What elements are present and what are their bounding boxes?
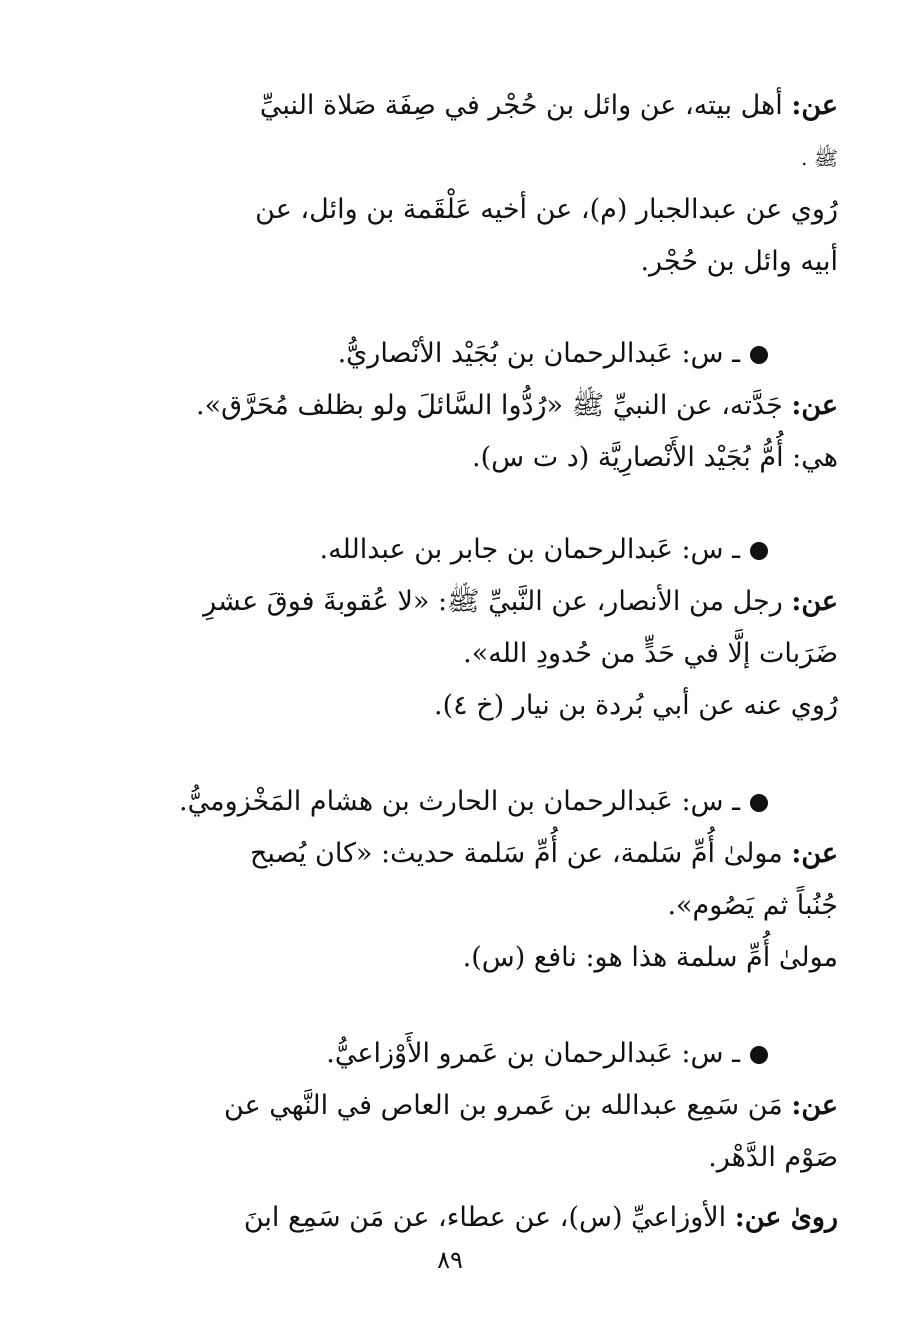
text-line: أبيه وائل بن حُجْر. [640,246,838,277]
entry-rawa [128,1192,838,1244]
text-line: عن: أهل بيته، عن وائل بن حُجْر في صِفَة صَلاة النبيِّ [259,90,838,121]
text-line: عن: مَن سَمِع عبدالله بن عَمرو بن العاص في النَّهي عن [224,1090,838,1121]
label-an: عن: [791,838,838,869]
label-an: عن: [791,1090,838,1121]
text-line: روىٰ عن: الأوزاعيِّ (س)، عن عطاء، عن مَن سَمِع ابنَ [243,1202,838,1233]
text-line: عن: جَدَّته، عن النبيِّ ﷺ «رُدُّوا السَّائلَ ولو بظلف مُحَرَّق». [196,390,838,421]
entry-heading: ـ س: عَبدالرحمان بن جابر بن عبدالله. [128,524,838,576]
label-rawa-an: روىٰ عن: [734,1202,838,1233]
text-line: عن: رجل من الأنصار، عن النَّبيِّ ﷺ: «لا عُقوبةَ فوقَ عشرِ [203,586,838,617]
entry-heading: ـ س: عَبدالرحمان بن بُجَيْد الأنْصاريُّ. [128,328,838,380]
entry-heading: ـ س: عَبدالرحمان بن الحارث بن هشام المَخْزوميُّ. [128,776,838,828]
text-line: ﷺ . [801,146,838,170]
entry-bujayd [128,328,838,484]
text-line: صَوْم الدَّهْر. [708,1142,838,1173]
entry-continuation [128,80,838,288]
entry-jabir [128,524,838,732]
label-an: عن: [791,90,838,121]
entry-heading: ـ س: عَبدالرحمان بن عَمرو الأَوْزاعيُّ. [128,1028,838,1080]
text-line: هي: أُمُّ بُجَيْد الأَنْصارِيَّة (د ت س). [472,442,838,473]
bullet-icon [750,1046,768,1064]
bullet-icon [750,542,768,560]
entry-awzai [128,1028,838,1184]
text-line: ضَرَبات إلَّا في حَدٍّ من حُدودِ الله». [463,638,838,669]
text-line: مولىٰ أُمِّ سلمة هذا هو: نافع (س). [462,942,838,973]
text-line: رُوي عن عبدالجبار (م)، عن أخيه عَلْقَمة بن وائل، عن [255,194,838,225]
text-line: عن: مولىٰ أُمِّ سَلمة، عن أُمِّ سَلمة حديث: «كان يُصبح [249,838,838,869]
label-an: عن: [791,390,838,421]
text-line: رُوي عنه عن أبي بُردة بن نيار (خ ٤). [434,690,838,721]
bullet-icon [750,794,768,812]
entry-harith [128,776,838,984]
text-line: جُنُباً ثم يَصُوم». [667,890,838,921]
label-an: عن: [791,586,838,617]
page-number: ٨٩ [437,1246,463,1274]
bullet-icon [750,346,768,364]
